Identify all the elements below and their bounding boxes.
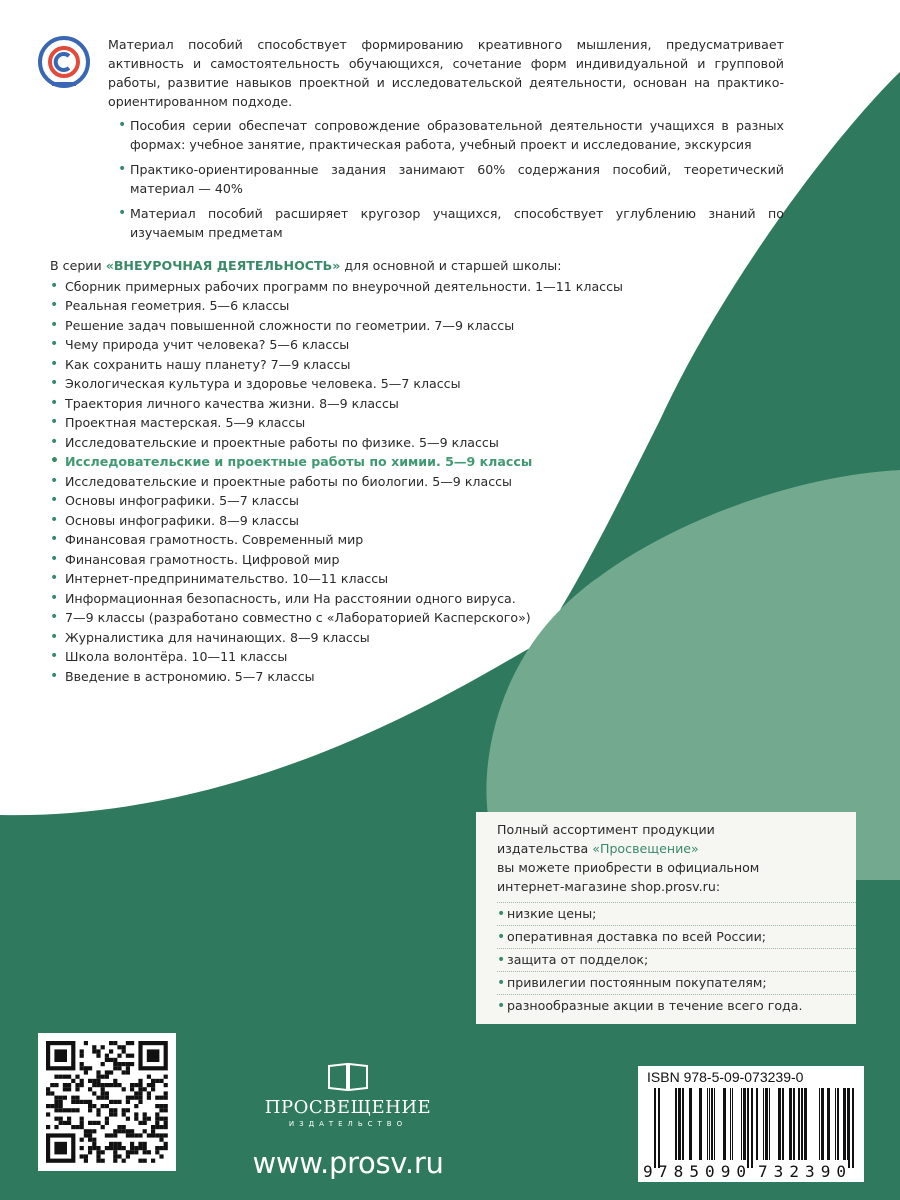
store-line-prefix: издательства	[497, 841, 593, 856]
intro-bullet: • Практико-ориентированные задания занимают 60% содержания пособий, теоретический материал — 40%	[118, 160, 784, 198]
series-item: • Интернет-предпринимательство. 10—11 классы	[50, 569, 610, 589]
series-item: • Решение задач повышенной сложности по геометрии. 7—9 классы	[50, 316, 610, 336]
intro-bullet-list	[108, 116, 784, 242]
series-heading-suffix: для основной и старшей школы:	[340, 258, 562, 273]
series-item: • Журналистика для начинающих. 8—9 классы	[50, 628, 610, 648]
series-item: • Сборник примерных рабочих программ по внеурочной деятельности. 1—11 классы	[50, 277, 610, 297]
publisher-name: ПРОСВЕЩЕНИЕ	[264, 1097, 432, 1118]
qr-code-icon[interactable]	[38, 1033, 176, 1171]
series-item: • Финансовая грамотность. Современный мир	[50, 530, 610, 550]
series-item: • Траектория личного качества жизни. 8—9 классы	[50, 394, 610, 414]
series-item: • Исследовательские и проектные работы по физике. 5—9 классы	[50, 433, 610, 453]
store-link-line: интернет-магазине shop.prosv.ru:	[497, 879, 721, 894]
isbn-digit-group2: 732390	[758, 1162, 846, 1181]
series-item: • Исследовательские и проектные работы по биологии. 5—9 классы	[50, 472, 610, 492]
series-item: • Проектная мастерская. 5—9 классы	[50, 413, 610, 433]
series-heading-prefix: В серии	[50, 258, 106, 273]
series-section	[50, 256, 623, 686]
store-line	[497, 839, 856, 858]
isbn-label: ISBN 978-5-09-073239-0	[647, 1069, 804, 1085]
store-lead-text	[497, 820, 856, 896]
series-item: • Финансовая грамотность. Цифровой мир	[50, 550, 610, 570]
publisher-website-link[interactable]: www.prosv.ru	[252, 1146, 444, 1180]
series-item: • Основы инфографики. 5—7 классы	[50, 491, 610, 511]
publisher-quote: «Просвещение»	[592, 841, 699, 856]
publisher-descriptor: ИЗДАТЕЛЬСТВО	[288, 1120, 408, 1128]
series-item: • Информационная безопасность, или На расстоянии одного вируса.	[50, 589, 610, 609]
series-item: • Экологическая культура и здоровье человека. 5—7 классы	[50, 374, 610, 394]
barcode-icon	[638, 1066, 864, 1182]
series-heading	[50, 256, 610, 276]
store-benefit: • низкие цены;	[497, 902, 856, 925]
store-line: вы можете приобрести в официальном	[497, 860, 760, 875]
publisher-block	[248, 1062, 448, 1180]
series-item-current-book: • Исследовательские и проектные работы по химии. 5—9 классы	[50, 452, 610, 472]
intro-paragraph: Материал пособий способствует формированию креативного мышления, предусматривает активность и самостоятельность обучающихся, сочетание форм индивидуальной и групповой работы, развитие навыков проектной и исследовательской деятельности, основан на практико-ориентированном подходе.	[108, 37, 784, 109]
series-item: • Чему природа учит человека? 5—6 классы	[50, 335, 610, 355]
store-line: Полный ассортимент продукции	[497, 822, 715, 837]
store-benefit: • оперативная доставка по всей России;	[497, 925, 856, 948]
store-benefits-list	[476, 902, 856, 1017]
intro-bullet: • Материал пособий расширяет кругозор учащихся, способствует углублению знаний по изучаемым предметам	[118, 204, 784, 242]
isbn-digit-group1: 785090	[658, 1162, 746, 1181]
intro-bullet: • Пособия серии обеспечат сопровождение образовательной деятельности учащихся в разных формах: учебное занятие, практическая работа, учебный проект и исследование, экскурсия	[118, 116, 784, 154]
series-item: • Как сохранить нашу планету? 7—9 классы	[50, 355, 610, 375]
isbn-box	[638, 1066, 864, 1182]
isbn-digit-first: 9	[643, 1162, 653, 1181]
series-list	[50, 277, 623, 687]
intro-section	[108, 35, 784, 248]
series-item: • Реальная геометрия. 5—6 классы	[50, 296, 610, 316]
store-benefit: • привилегии постоянным покупателям;	[497, 971, 856, 994]
series-name: «ВНЕУРОЧНАЯ ДЕЯТЕЛЬНОСТЬ»	[105, 258, 341, 273]
store-info-box	[476, 812, 856, 1024]
series-item: • Основы инфографики. 8—9 классы	[50, 511, 610, 531]
series-item: • Школа волонтёра. 10—11 классы	[50, 647, 610, 667]
series-item-continuation: • 7—9 классы (разработано совместно с «Лабораторией Касперского»)	[50, 608, 610, 628]
series-item: • Введение в астрономию. 5—7 классы	[50, 667, 610, 687]
store-benefit: • защита от подделок;	[497, 948, 856, 971]
publisher-book-icon	[327, 1062, 369, 1092]
store-benefit: • разнообразные акции в течение всего года.	[497, 994, 856, 1017]
circle-c-logo-icon	[36, 34, 92, 90]
